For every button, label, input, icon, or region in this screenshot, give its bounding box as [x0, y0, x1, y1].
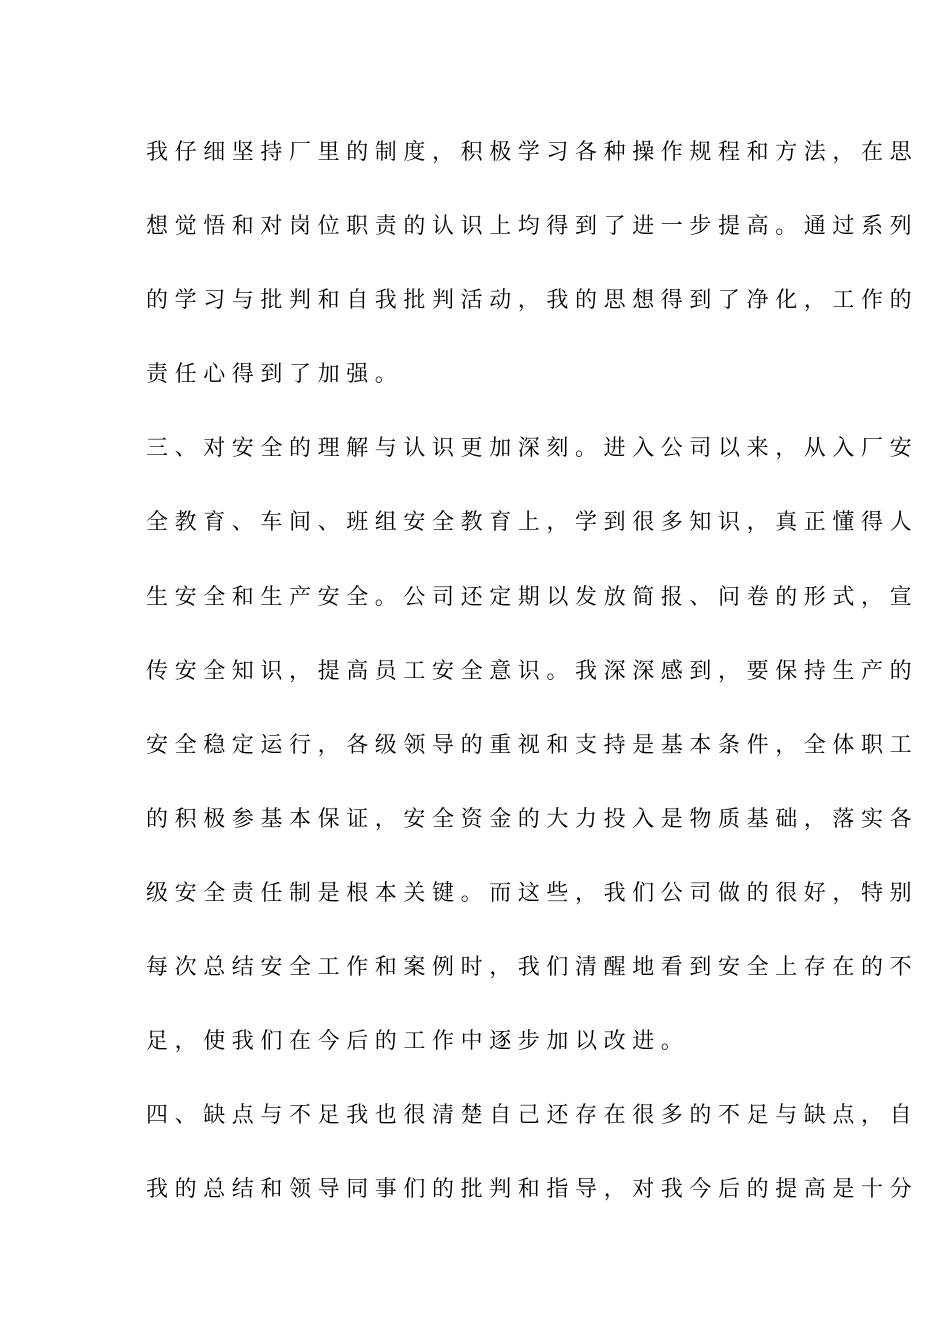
text-line: 的积极参基本保证，安全资金的大力投入是物质基础，落实各	[146, 806, 919, 832]
text-line: 三、对安全的理解与认识更加深刻。进入公司以来，从入厂安	[146, 436, 919, 462]
text-line: 我仔细坚持厂里的制度，积极学习各种操作规程和方法，在思	[146, 140, 919, 165]
text-line: 级安全责任制是根本关键。而这些，我们公司做的很好，特别	[146, 880, 919, 906]
text-line: 我的总结和领导同事们的批判和指导，对我今后的提高是十分	[146, 1177, 919, 1203]
text-line: 四、缺点与不足我也很清楚自己还存在很多的不足与缺点，自	[146, 1103, 919, 1129]
text-line: 足，使我们在今后的工作中逐步加以改进。	[146, 1029, 690, 1055]
text-line: 全教育、车间、班组安全教育上，学到很多知识，真正懂得人	[146, 510, 919, 536]
text-line: 想觉悟和对岗位职责的认识上均得到了进一步提高。通过系列	[146, 214, 919, 240]
text-line: 传安全知识，提高员工安全意识。我深深感到，要保持生产的	[146, 658, 919, 684]
text-line: 责任心得到了加强。	[146, 362, 404, 388]
body-text	[146, 131, 919, 1242]
text-line: 安全稳定运行，各级领导的重视和支持是基本条件，全体职工	[146, 732, 919, 758]
text-line: 生安全和生产安全。公司还定期以发放简报、问卷的形式，宣	[146, 584, 919, 610]
text-line: 的学习与批判和自我批判活动，我的思想得到了净化，工作的	[146, 288, 919, 314]
text-line: 每次总结安全工作和案例时，我们清醒地看到安全上存在的不	[146, 955, 919, 981]
